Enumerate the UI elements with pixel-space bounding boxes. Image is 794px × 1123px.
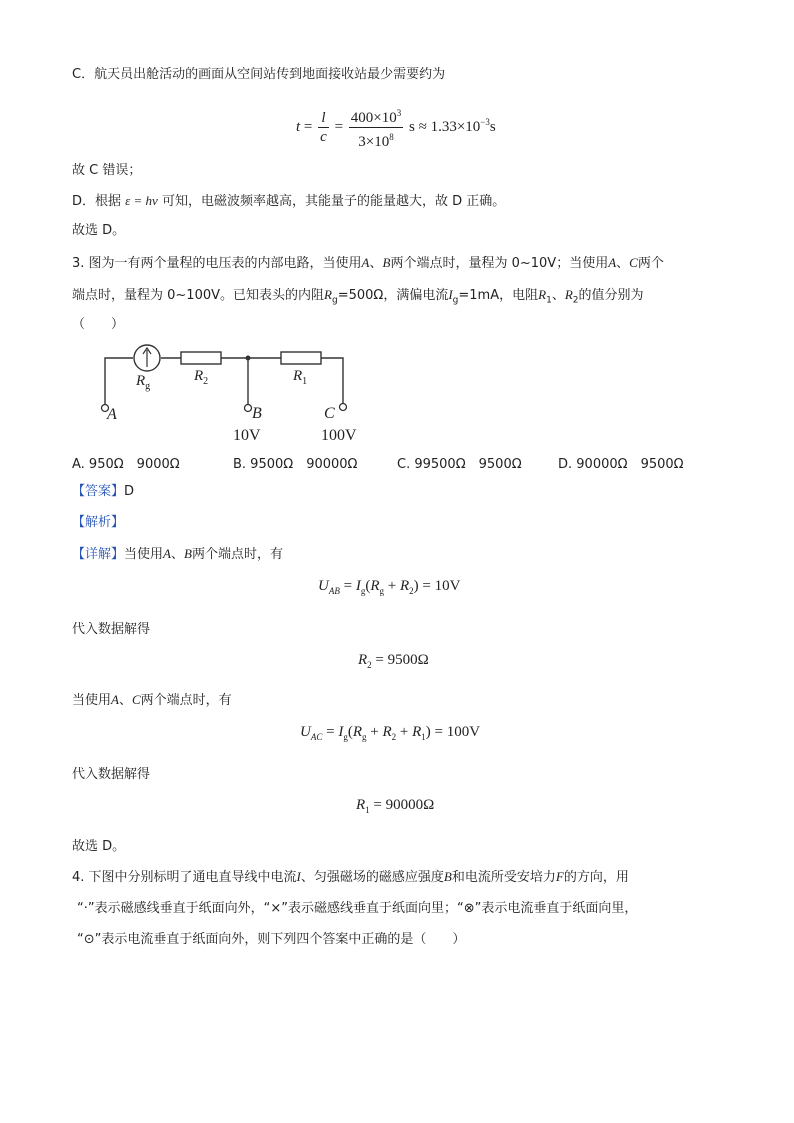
q3-paren: （ ） [72,317,125,332]
label-r1: $R_1$ [293,368,308,387]
label-rg: $R_g$ [136,373,151,392]
option-a[interactable]: A. 950Ω 9000Ω [72,457,180,472]
equation-uac: $U_{AC} = I_g(R_g + R_2 + R_1) = 100V$ [300,724,481,742]
line-option-c: C．航天员出舱活动的画面从空间站传到地面接收站最少需要约为 [72,67,446,82]
q3-line-2: 端点时，量程为 0~100V。已知表头的内阻$R_g=500\Omega$，满偏电流$I_g=1mA$，电阻$R_1$、$R_2$的值分别为 [72,287,644,306]
analysis-tag: 【解析】 [72,515,125,530]
resistor-r1 [281,352,321,364]
label-c: C [324,405,335,422]
label-b: B [252,405,262,422]
circuit-diagram [90,338,390,448]
option-d[interactable]: D. 90000Ω 9500Ω [558,457,684,472]
label-r2: $R_2$ [194,368,209,387]
junction-node [246,356,251,361]
q4-line-3: “⊙”表示电流垂直于纸面向外，则下列四个答案中正确的是（ ） [77,932,466,947]
option-c[interactable]: C. 99500Ω 9500Ω [397,457,522,472]
line-option-d: D．根据 ε = hν 可知，电磁波频率越高，其能量子的能量越大，故 D 正确。 [72,193,506,209]
line-ac: 当使用A、C两个端点时，有 [72,692,232,708]
choose-line-1: 故选 D。 [72,223,126,238]
q3-line-1: 3. 图为一有两个量程的电压表的内部电路，当使用A、B两个端点时，量程为 0~10V；当使用A、C两个 [72,255,664,271]
equation-uab: $U_{AB} = I_g(R_g + R_2) = 10V$ [318,578,461,596]
substitute-line-2: 代入数据解得 [72,767,151,782]
label-10v: 10V [233,427,261,444]
equation-r2: $R_2 = 9500\Omega$ [358,652,429,670]
terminal-c [340,404,347,411]
answer-line: 【答案】D [72,484,135,499]
q4-line-1: 4. 下图中分别标明了通电直导线中电流I、匀强磁场的磁感应强度B和电流所受安培力F的方向，用 [72,869,629,885]
resistor-r2 [181,352,221,364]
line-c-wrong: 故 C 错误； [72,163,142,178]
detail-line: 【详解】当使用A、B两个端点时，有 [72,546,283,562]
substitute-line-1: 代入数据解得 [72,622,151,637]
equation-r1: $R_1 = 90000\Omega$ [356,797,435,815]
q4-line-2: “·”表示磁感线垂直于纸面向外，“×”表示磁感线垂直于纸面向里；“⊗”表示电流垂直于纸面向里， [77,901,638,916]
choose-line-2: 故选 D。 [72,839,126,854]
option-b[interactable]: B. 9500Ω 90000Ω [233,457,358,472]
label-100v: 100V [321,427,357,444]
label-a: A [107,406,117,423]
equation-time: t = $\frac{l}{c}$ = $\frac{400\times 10^3}{3\times 10^8}$ $s \approx 1.33\times 10^{-3}s$ [296,104,496,151]
terminal-b [245,405,252,412]
answer-tag: 【答案】 [72,484,125,499]
